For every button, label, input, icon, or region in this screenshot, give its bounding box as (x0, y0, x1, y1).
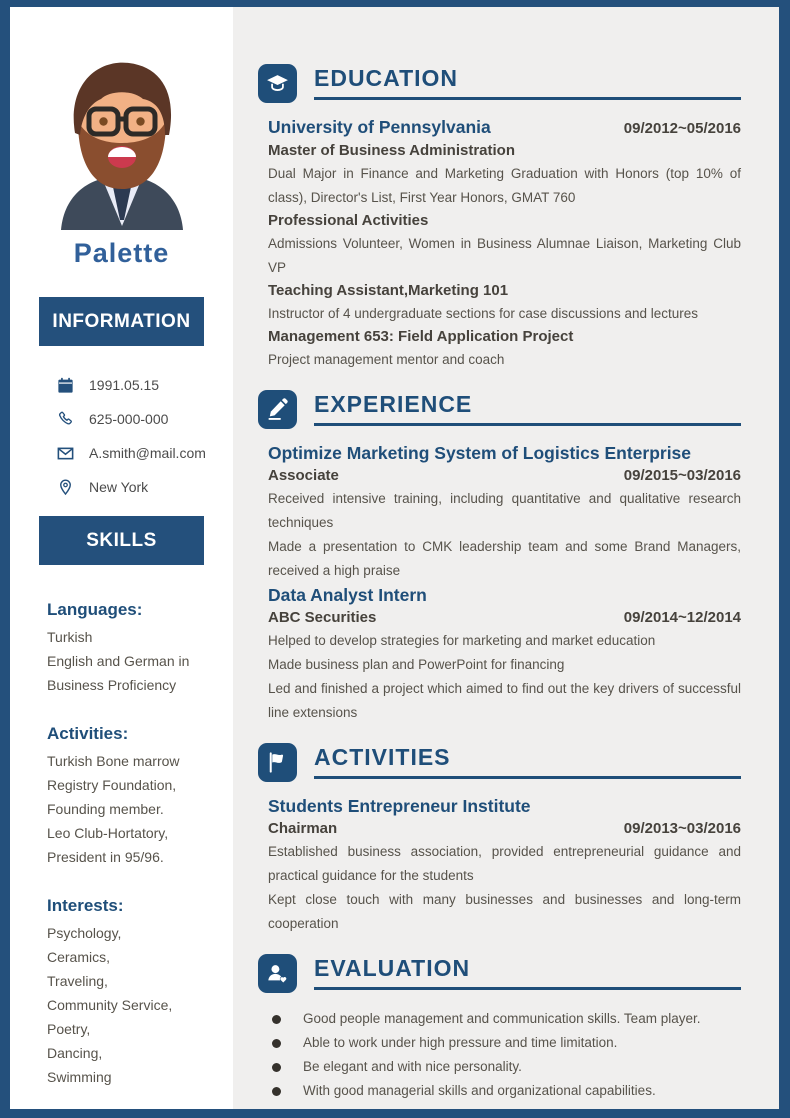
graduation-cap-icon (258, 64, 297, 103)
education-entry (268, 115, 741, 372)
evaluation-section-header (258, 954, 741, 993)
bullet-dot-icon (272, 1087, 281, 1096)
education-title: EDUCATION (314, 65, 459, 91)
section-evaluation (258, 954, 741, 1103)
info-item-phone (55, 402, 233, 436)
activities-entry (268, 794, 741, 936)
location-icon (55, 477, 75, 497)
education-section-header (258, 64, 741, 103)
skill-line: Ceramics, (47, 949, 111, 965)
activity-bullet: Kept close touch with many businesses and businesses and long-term cooperation (268, 892, 741, 931)
bullet-dot-icon (272, 1039, 281, 1048)
evaluation-list (270, 1007, 741, 1103)
activity-org: Students Entrepreneur Institute (268, 796, 531, 816)
education-subheading: Teaching Assistant,Marketing 101 (268, 282, 509, 299)
activity-date: 09/2013~03/2016 (623, 820, 741, 837)
profile-name: Palette (73, 238, 170, 268)
skill-group-activities (47, 723, 219, 869)
activity-role: Chairman (268, 820, 338, 837)
evaluation-item (270, 1079, 741, 1103)
information-header: INFORMATION (39, 297, 204, 346)
skill-group-languages (47, 599, 219, 697)
job-date: 09/2014~12/2014 (623, 609, 741, 626)
education-subheading: Management 653: Field Application Project (268, 328, 574, 345)
skill-line: Traveling, (47, 973, 108, 989)
person-heart-icon (258, 954, 297, 993)
job-bullet: Made a presentation to CMK leadership team and some Brand Managers, received a high praise (268, 539, 741, 578)
main-content (233, 7, 779, 1109)
sidebar (10, 7, 233, 1109)
skill-line: Psychology, (47, 925, 122, 941)
section-education (258, 64, 741, 372)
evaluation-text: Good people management and communication skills. Team player. (303, 1011, 701, 1026)
birthday-value: 1991.05.15 (89, 377, 160, 393)
skill-line: Turkish Bone marrow Registry Foundation, Founding member. (47, 753, 180, 817)
bullet-dot-icon (272, 1063, 281, 1072)
education-date: 09/2012~05/2016 (623, 120, 741, 137)
job-bullet: Helped to develop strategies for marketing and market education (268, 633, 656, 648)
evaluation-item (270, 1007, 741, 1031)
skill-line: Swimming (47, 1069, 112, 1085)
degree: Master of Business Administration (268, 142, 515, 159)
skill-group-heading: Activities: (47, 724, 129, 743)
location-value: New York (89, 479, 149, 495)
section-rule (314, 423, 741, 426)
email-value: A.smith@mail.com (89, 445, 206, 461)
information-list (55, 368, 233, 504)
activities-title: ACTIVITIES (314, 744, 451, 770)
school-name: University of Pennsylvania (268, 117, 491, 137)
skill-group-heading: Languages: (47, 600, 143, 619)
evaluation-text: Able to work under high pressure and time limitation. (303, 1035, 618, 1050)
job-org: ABC Securities (268, 609, 377, 626)
evaluation-item (270, 1031, 741, 1055)
section-activities (258, 743, 741, 936)
evaluation-text: Be elegant and with nice personality. (303, 1059, 522, 1074)
job-role: Optimize Marketing System of Logistics Enterprise (268, 443, 692, 463)
section-rule (314, 987, 741, 990)
skill-group-interests (47, 895, 219, 1089)
job-bullet: Led and finished a project which aimed to find out the key drivers of successful line extensions (268, 681, 741, 720)
education-subheading: Professional Activities (268, 212, 429, 229)
education-subdesc: Project management mentor and coach (268, 352, 505, 367)
education-subdesc: Admissions Volunteer, Women in Business Alumnae Liaison, Marketing Club VP (268, 236, 741, 275)
skill-line: Community Service, (47, 997, 173, 1013)
flag-icon (258, 743, 297, 782)
job-org: Associate (268, 467, 339, 484)
skill-line: Poetry, (47, 1021, 91, 1037)
mail-icon (55, 443, 75, 463)
degree-description: Dual Major in Finance and Marketing Graduation with Honors (top 10% of class), Director's List, First Year Honors, GMAT 760 (268, 166, 741, 205)
section-rule (314, 97, 741, 100)
pencil-icon (258, 390, 297, 429)
phone-value: 625-000-000 (89, 411, 169, 427)
info-item-email (55, 436, 233, 470)
education-subdesc: Instructor of 4 undergraduate sections for case discussions and lectures (268, 306, 698, 321)
skill-line: Leo Club-Hortatory, President in 95/96. (47, 825, 169, 865)
skill-group-heading: Interests: (47, 896, 124, 915)
activities-section-header (258, 743, 741, 782)
avatar (47, 55, 197, 230)
experience-entry (268, 441, 741, 725)
calendar-icon (55, 375, 75, 395)
skills-header: SKILLS (39, 516, 204, 565)
job-bullet: Made business plan and PowerPoint for financing (268, 657, 565, 672)
experience-section-header (258, 390, 741, 429)
bullet-dot-icon (272, 1015, 281, 1024)
evaluation-text: With good managerial skills and organizational capabilities. (303, 1083, 656, 1098)
skill-line: Dancing, (47, 1045, 103, 1061)
job-bullet: Received intensive training, including quantitative and qualitative research techniques (268, 491, 741, 530)
skills-list (47, 599, 219, 1089)
skill-line: Turkish (47, 629, 93, 645)
evaluation-title: EVALUATION (314, 955, 471, 981)
skill-line: English and German in Business Proficiency (47, 653, 190, 693)
info-item-birthday (55, 368, 233, 402)
info-item-location (55, 470, 233, 504)
section-experience (258, 390, 741, 725)
phone-icon (55, 409, 75, 429)
evaluation-item (270, 1055, 741, 1079)
job-date: 09/2015~03/2016 (623, 467, 741, 484)
job-role: Data Analyst Intern (268, 585, 427, 605)
activity-bullet: Established business association, provided entrepreneurial guidance and practical guidance for the students (268, 844, 741, 883)
experience-title: EXPERIENCE (314, 391, 473, 417)
section-rule (314, 776, 741, 779)
